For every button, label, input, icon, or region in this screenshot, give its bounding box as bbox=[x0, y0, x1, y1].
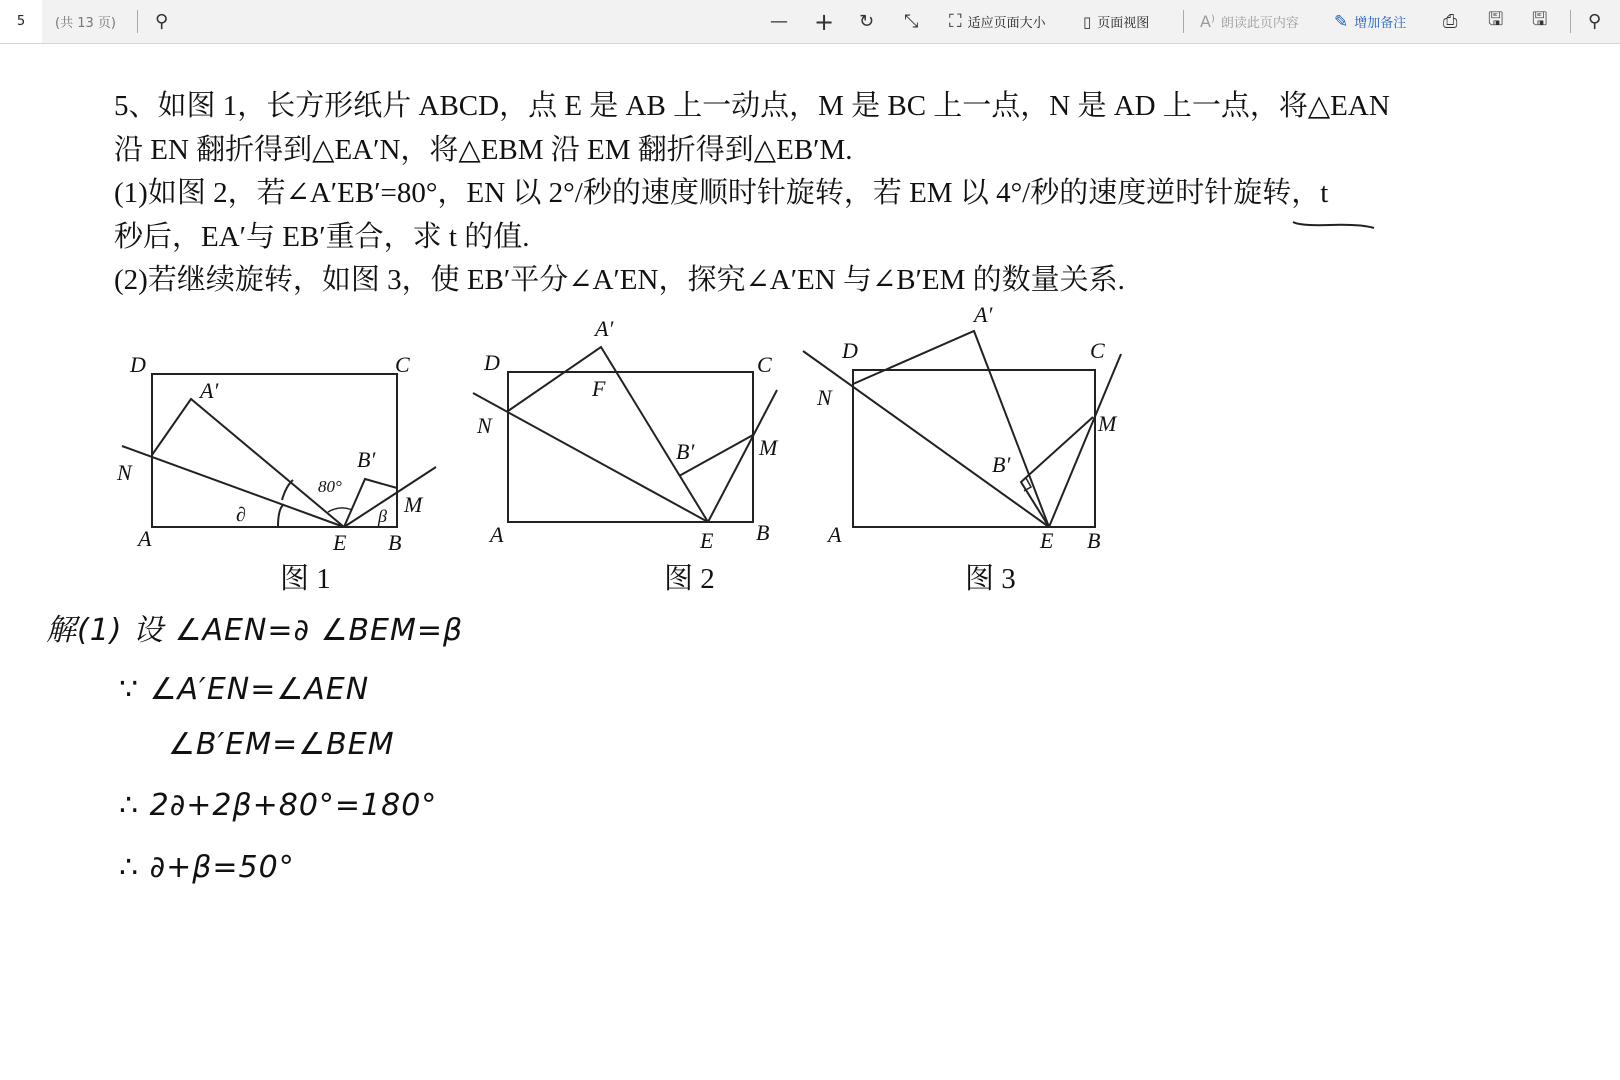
fig2-caption: 图 2 bbox=[664, 563, 715, 595]
fig1-label-a-prime: A′ bbox=[200, 378, 219, 403]
fig2-label-f: F bbox=[592, 376, 606, 401]
page-view-label: 页面视图 bbox=[1097, 16, 1150, 31]
fig3-label-n: N bbox=[817, 385, 832, 410]
read-aloud-label: 朗读此页内容 bbox=[1220, 16, 1299, 31]
handwritten-line: 解(1) 设 ∠AEN=∂ ∠BEM=β bbox=[46, 613, 464, 648]
fig3-label-b-prime: B′ bbox=[992, 452, 1011, 477]
fig1-label-m: M bbox=[404, 492, 423, 517]
handwritten-underline bbox=[1293, 222, 1374, 228]
fig2-label-n: N bbox=[477, 413, 492, 438]
fig1-arc-80 bbox=[328, 508, 352, 512]
fig2-label-b: B bbox=[756, 520, 770, 545]
fig1-triangle-ebm bbox=[344, 479, 397, 527]
fig2-label-c: C bbox=[757, 352, 772, 377]
question-line: 秒后，EA′与 EB′重合，求 t 的值. bbox=[114, 221, 530, 253]
fig3-caption: 图 3 bbox=[965, 563, 1016, 595]
fig3-line-en bbox=[803, 351, 1049, 527]
fig1-label-c: C bbox=[395, 352, 410, 377]
fig2-label-e: E bbox=[700, 528, 714, 553]
handwritten-line: ∴ 2∂+2β+80°=180° bbox=[119, 788, 438, 823]
pin-icon[interactable]: ⚲ bbox=[1588, 11, 1602, 32]
fig1-annotation-80: 80° bbox=[318, 477, 342, 496]
fig2-label-a-prime: A′ bbox=[595, 316, 614, 341]
handwritten-line: ∠B′EM=∠BEM bbox=[168, 727, 395, 762]
fig3-line-em bbox=[1049, 354, 1121, 527]
fig3-label-a: A bbox=[828, 522, 842, 547]
save-icon[interactable]: 🖫 bbox=[1488, 8, 1504, 30]
fig1-caption: 图 1 bbox=[280, 563, 331, 595]
fig1-arc-alpha bbox=[278, 505, 283, 527]
fig3-label-m: M bbox=[1098, 411, 1117, 436]
fig2-label-m: M bbox=[759, 435, 778, 460]
fig1-triangle-ean bbox=[152, 399, 344, 527]
page-icon: ▯ bbox=[1083, 12, 1092, 31]
shrink-icon[interactable]: ⤡ bbox=[904, 11, 919, 32]
print-icon[interactable]: ⎙ bbox=[1443, 11, 1458, 32]
handwritten-line: ∴ ∂+β=50° bbox=[119, 850, 295, 885]
save-as-icon[interactable]: 🖫 bbox=[1532, 8, 1548, 30]
question-line: 沿 EN 翻折得到△EA′N，将△EBM 沿 EM 翻折得到△EB′M. bbox=[114, 134, 853, 166]
search-icon[interactable]: ⚲ bbox=[155, 11, 169, 32]
fig3-label-d: D bbox=[842, 338, 858, 363]
zoom-out-icon[interactable]: — bbox=[770, 11, 788, 32]
fig2-label-d: D bbox=[484, 350, 500, 375]
fig3-label-a-prime: A′ bbox=[974, 302, 993, 327]
handwritten-line: ∵ ∠A′EN=∠AEN bbox=[119, 672, 370, 707]
fig1-label-e: E bbox=[333, 530, 347, 555]
fig3-label-e: E bbox=[1040, 528, 1054, 553]
fit-page-icon: ⛶ bbox=[949, 11, 962, 32]
question-line: (1)如图 2，若∠A′EB′=80°，EN 以 2°/秒的速度顺时针旋转，若 EM 以 4°/秒的速度逆时针旋转，t bbox=[114, 177, 1329, 209]
fig2-label-a: A bbox=[490, 522, 504, 547]
fig3-triangle-ebm bbox=[1021, 417, 1093, 527]
fig1-arc bbox=[282, 480, 293, 500]
fig1-label-b: B bbox=[388, 530, 402, 555]
fig1-label-a: A bbox=[138, 526, 152, 551]
read-aloud-icon: A⁾ bbox=[1200, 12, 1215, 31]
question-line: (2)若继续旋转，如图 3，使 EB′平分∠A′EN，探究∠A′EN 与∠B′EM 的数量关系. bbox=[114, 264, 1125, 296]
fig1-line-en bbox=[122, 446, 344, 527]
fig3-label-c: C bbox=[1090, 338, 1105, 363]
page-number: 5 bbox=[16, 14, 26, 29]
rotate-icon[interactable]: ↻ bbox=[859, 11, 875, 32]
fig2-label-b-prime: B′ bbox=[676, 439, 695, 464]
question-line: 5、如图 1，长方形纸片 ABCD，点 E 是 AB 上一动点，M 是 BC 上一点，N 是 AD 上一点，将△EAN bbox=[114, 90, 1390, 122]
fig1-label-b-prime: B′ bbox=[357, 447, 376, 472]
fig1-annotation-alpha: ∂ bbox=[236, 504, 246, 526]
fig1-label-n: N bbox=[117, 460, 132, 485]
fig1-annotation-beta: β bbox=[378, 506, 387, 526]
fig1-label-d: D bbox=[130, 352, 146, 377]
page-total: (共 13 页) bbox=[55, 16, 116, 31]
fig2-triangle-ean bbox=[508, 347, 708, 522]
fit-page-label: 适应页面大小 bbox=[967, 16, 1046, 31]
add-note-label: 增加备注 bbox=[1354, 16, 1407, 31]
pen-icon: ✎ bbox=[1334, 11, 1349, 32]
fig3-label-b: B bbox=[1087, 528, 1101, 553]
fig3-triangle-ean bbox=[853, 331, 1049, 527]
zoom-in-icon[interactable]: + bbox=[814, 7, 835, 36]
